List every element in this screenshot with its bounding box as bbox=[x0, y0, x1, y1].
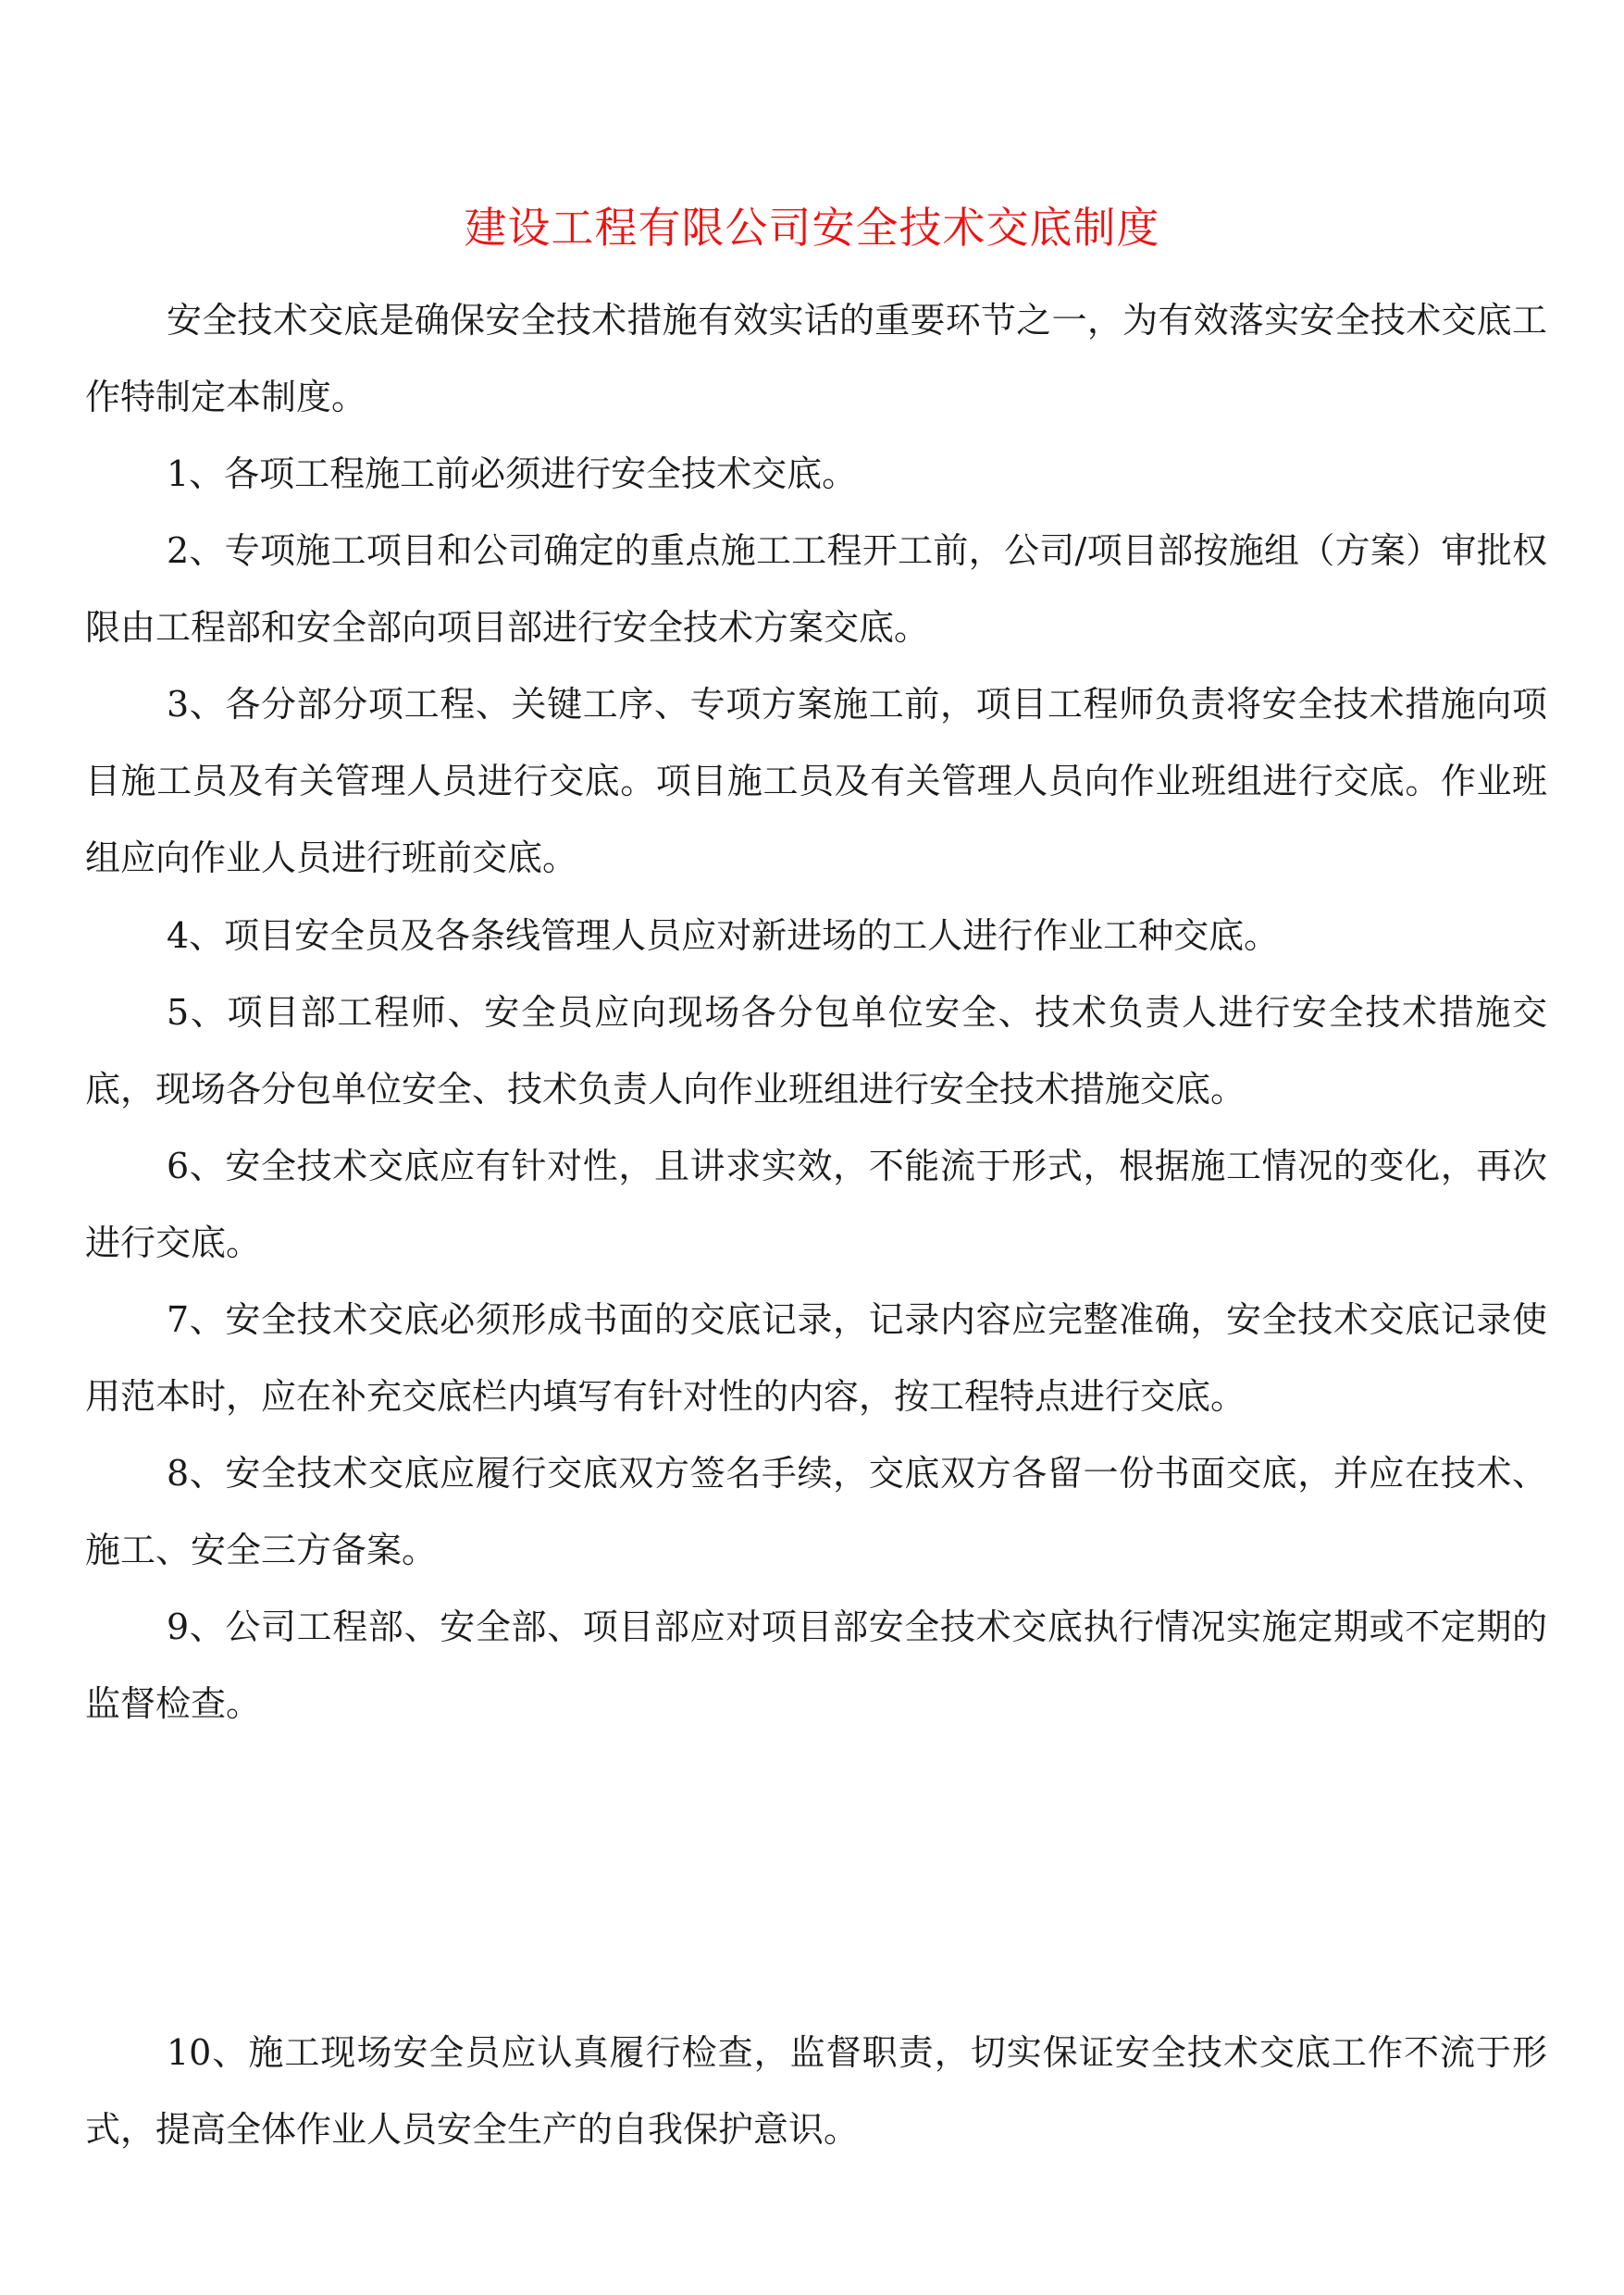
clause-3: 3、各分部分项工程、关键工序、专项方案施工前，项目工程师负责将安全技术措施向项目施工员及有关管理人员进行交底。项目施工员及有关管理人员向作业班组进行交底。作业班组应向作业人员进行班前交底。 bbox=[85, 684, 1547, 878]
clause-5: 5、项目部工程师、安全员应向现场各分包单位安全、技术负责人进行安全技术措施交底，现场各分包单位安全、技术负责人向作业班组进行安全技术措施交底。 bbox=[85, 992, 1547, 1110]
clause-8: 8、安全技术交底应履行交底双方签名手续，交底双方各留一份书面交底，并应在技术、施工、安全三方备案。 bbox=[85, 1453, 1547, 1570]
clause-7: 7、安全技术交底必须形成书面的交底记录，记录内容应完整准确，安全技术交底记录使用范本时，应在补充交底栏内填写有针对性的内容，按工程特点进行交底。 bbox=[85, 1299, 1547, 1417]
clause-6: 6、安全技术交底应有针对性，且讲求实效，不能流于形式，根据施工情况的变化，再次进行交底。 bbox=[85, 1146, 1547, 1263]
clause-4: 4、项目安全员及各条线管理人员应对新进场的工人进行作业工种交底。 bbox=[167, 915, 1280, 956]
clause-2: 2、专项施工项目和公司确定的重点施工工程开工前，公司/项目部按施组（方案）审批权限由工程部和安全部向项目部进行安全技术方案交底。 bbox=[85, 530, 1547, 648]
clause-9: 9、公司工程部、安全部、项目部应对项目部安全技术交底执行情况实施定期或不定期的监督检查。 bbox=[85, 1606, 1547, 1724]
document-title: 建设工程有限公司安全技术交底制度 bbox=[464, 203, 1160, 253]
intro-paragraph: 安全技术交底是确保安全技术措施有效实话的重要环节之一，为有效落实安全技术交底工作特制定本制度。 bbox=[85, 300, 1547, 417]
clause-10: 10、施工现场安全员应认真履行检查，监督职责，切实保证安全技术交底工作不流于形式，提高全体作业人员安全生产的自我保护意识。 bbox=[85, 2032, 1547, 2150]
clause-1: 1、各项工程施工前必须进行安全技术交底。 bbox=[167, 453, 858, 494]
